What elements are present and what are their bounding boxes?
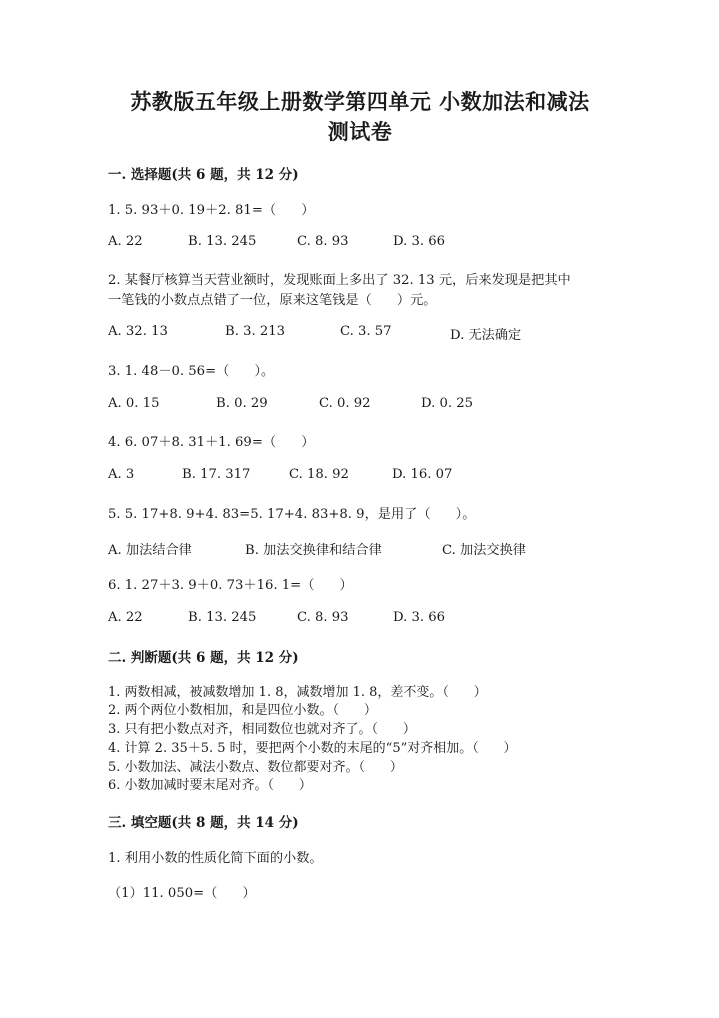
q2-option-d: D. 无法确定 (450, 328, 522, 343)
judge-item-1: 1. 两数相减，被减数增加 1. 8，减数增加 1. 8，差不变。（ ） (108, 685, 487, 700)
question-6: 6. 1. 27＋3. 9＋0. 73＋16. 1=（ ） (108, 578, 353, 593)
q5-option-b: B. 加法交换律和结合律 (245, 543, 382, 558)
q3-option-c: C. 0. 92 (319, 396, 371, 411)
judge-item-4: 4. 计算 2. 35＋5. 5 时，要把两个小数的末尾的“5”对齐相加。（ ） (108, 741, 517, 756)
page-title: 苏教版五年级上册数学第四单元 小数加法和减法 (130, 89, 590, 114)
q5-option-c: C. 加法交换律 (442, 543, 526, 558)
q6-option-d: D. 3. 66 (393, 610, 446, 625)
judge-item-2: 2. 两个两位小数相加，和是四位小数。（ ） (108, 703, 377, 718)
question-1: 1. 5. 93＋0. 19＋2. 81=（ ） (108, 203, 315, 218)
section2-heading: 二. 判断题(共 6 题，共 12 分) (108, 650, 299, 666)
judge-item-6: 6. 小数加减时要末尾对齐。（ ） (108, 778, 312, 793)
q2-option-c: C. 3. 57 (340, 324, 392, 339)
q4-option-a: A. 3 (108, 467, 135, 482)
question-4: 4. 6. 07＋8. 31＋1. 69=（ ） (108, 435, 315, 450)
q2-option-a: A. 32. 13 (108, 324, 168, 339)
section3-heading: 三. 填空题(共 8 题，共 14 分) (108, 815, 299, 831)
q6-option-c: C. 8. 93 (297, 610, 349, 625)
q6-option-b: B. 13. 245 (188, 610, 257, 625)
fill-question-1-part-1: （1）11. 050=（ ） (108, 886, 256, 901)
question-2-line2: 一笔钱的小数点点错了一位，原来这笔钱是（ ）元。 (108, 293, 437, 308)
question-3: 3. 1. 48－0. 56=（ ）。 (108, 364, 275, 379)
section1-heading: 一. 选择题(共 6 题，共 12 分) (108, 167, 299, 183)
question-2-line1: 2. 某餐厅核算当天营业额时，发现账面上多出了 32. 13 元，后来发现是把其中 (108, 273, 571, 288)
fill-question-1: 1. 利用小数的性质化简下面的小数。 (108, 851, 323, 866)
q1-option-a: A. 22 (108, 234, 143, 249)
q1-option-b: B. 13. 245 (188, 234, 257, 249)
q6-option-a: A. 22 (108, 610, 143, 625)
q1-option-d: D. 3. 66 (393, 234, 446, 249)
q3-option-a: A. 0. 15 (108, 396, 160, 411)
q1-option-c: C. 8. 93 (297, 234, 349, 249)
q3-option-b: B. 0. 29 (216, 396, 268, 411)
q4-option-d: D. 16. 07 (392, 467, 453, 482)
q4-option-c: C. 18. 92 (289, 467, 349, 482)
judge-item-5: 5. 小数加法、减法小数点、数位都要对齐。（ ） (108, 760, 403, 775)
q4-option-b: B. 17. 317 (182, 467, 251, 482)
q2-option-b: B. 3. 213 (225, 324, 286, 339)
q5-option-a: A. 加法结合律 (108, 543, 192, 558)
q3-option-d: D. 0. 25 (421, 396, 474, 411)
page-subtitle: 测试卷 (327, 119, 393, 144)
question-5: 5. 5. 17+8. 9+4. 83=5. 17+4. 83+8. 9，是用了（ ）。 (108, 507, 476, 522)
judge-item-3: 3. 只有把小数点对齐，相同数位也就对齐了。（ ） (108, 722, 416, 737)
